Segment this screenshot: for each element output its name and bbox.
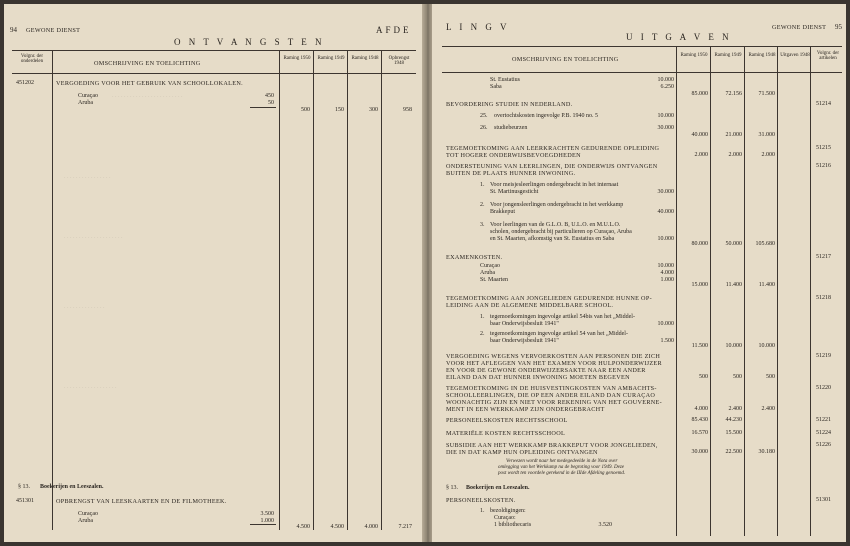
item-heading: TOT HOGERE ONDERWIJSBEVOEGDHEDEN (446, 152, 581, 159)
left-section-title: O N T V A N G S T E N (174, 37, 325, 47)
article-number: 51226 (816, 442, 831, 448)
total-1948: 31.000 (758, 132, 775, 138)
article-number: 51301 (816, 497, 831, 503)
total-1949: 4.500 (330, 524, 344, 530)
total-1950: 500 (301, 107, 310, 113)
item-text: baar Onderwijsbesluit 1941" (490, 321, 559, 327)
header-opbrengst-1948: Opbrengst 1948 (388, 56, 410, 66)
total-1950: 11.500 (691, 343, 708, 349)
row-sub-label: Aruba (78, 100, 93, 106)
total-1950: 4.500 (296, 524, 310, 530)
item-value: 3.520 (598, 522, 612, 528)
total-1949: 15.500 (725, 430, 742, 436)
item-heading: PERSONEELSKOSTEN RECHTSSCHOOL (446, 417, 568, 424)
item-text: tegemoetkomingen ingevolge artikel 54 van het „Middel- (490, 331, 628, 337)
article-number: 51218 (816, 295, 831, 301)
total-1950: 4.000 (694, 406, 708, 412)
row-sub-label: Aruba (78, 518, 93, 524)
total-1948: 2.400 (761, 406, 775, 412)
total-1950: 2.000 (694, 152, 708, 158)
item-label: Saba (490, 84, 502, 90)
item-text: 1 bibliothecaris (494, 522, 532, 528)
total-1948: 4.000 (364, 524, 378, 530)
col-rule (710, 46, 711, 536)
item-heading: TEGEMOETKOMING AAN JONGELIEDEN GEDURENDE HUNNE OP- (446, 295, 652, 302)
total-1949: 500 (733, 374, 742, 380)
total-1949: 2.400 (728, 406, 742, 412)
header-volgnr: Volgnr. der artikelen (816, 51, 840, 61)
row-sub-label: Curaçao (78, 511, 98, 517)
item-value: 1.500 (660, 338, 674, 344)
row-code: 451202 (16, 80, 34, 86)
item-text: Voor leerlingen van de G.L.O. B, U.L.O. en M.U.L.O. (490, 222, 621, 228)
item-value: 40.000 (657, 209, 674, 215)
col-rule (676, 46, 677, 536)
col-rule (381, 50, 382, 530)
total-1950: 16.570 (691, 430, 708, 436)
row-code: 451301 (16, 498, 34, 504)
item-text: studiebeurzen (494, 125, 528, 131)
left-page-number: 94 (10, 26, 17, 34)
item-number: 3. (480, 222, 485, 228)
total-1949: 21.000 (725, 132, 742, 138)
item-text: Voor jongensleerlingen ondergebracht in het werkkamp (490, 202, 624, 208)
row-text: OPBRENGST VAN LEESKAARTEN EN DE FILMOTHEEK. (56, 498, 227, 505)
article-number: 51217 (816, 254, 831, 260)
item-value: 10.000 (657, 77, 674, 83)
item-text: Brakkeput (490, 209, 515, 215)
item-text: St. Martinusgesticht (490, 189, 539, 195)
section-label: § 13. (446, 485, 458, 491)
header-raming-1948: Raming 1948 (748, 53, 776, 58)
total-1949: 44.230 (725, 417, 742, 423)
item-text: tegemoetkomingen ingevolge artikel 54bis van het „Middel- (490, 314, 635, 320)
col-rule (52, 50, 53, 530)
article-number: 51224 (816, 430, 831, 436)
article-number: 51216 (816, 163, 831, 169)
col-rule (744, 46, 745, 536)
item-number: 1. (480, 182, 485, 188)
row-sub-value: 50 (268, 100, 274, 106)
left-running-head: GEWONE DIENST (26, 27, 81, 34)
item-heading: EN VOOR DE GEWONE ONDERWIJZERSAKTE NAAR EEN ANDER (446, 367, 646, 374)
item-heading: SUBSIDIE AAN HET WERKKAMP BRAKKEPUT VOOR JONGELIEDEN, (446, 442, 658, 449)
total-1948: 500 (766, 374, 775, 380)
total-1949: 2.000 (728, 152, 742, 158)
note-line: post wordt ten voordele gerekend in de IIIde Afdeling genoemd. (498, 471, 626, 476)
col-rule (279, 50, 280, 530)
total-1949: 11.400 (725, 282, 742, 288)
header-raming-1950: Raming 1950 (283, 56, 311, 61)
article-number: 51214 (816, 101, 831, 107)
total-1950: 30.000 (691, 449, 708, 455)
open-book (4, 4, 846, 542)
item-heading: EILAND DAN DAT HUNNER INWONING MOETEN BEGEVEN (446, 374, 630, 381)
header-raming-1948: Raming 1948 (351, 56, 379, 61)
col-rule (777, 46, 778, 536)
total-1949: 150 (335, 107, 344, 113)
row-sub-label: Curaçao (78, 93, 98, 99)
item-label: Curaçao (480, 263, 500, 269)
item-value: 10.000 (657, 113, 674, 119)
total-1948: 300 (369, 107, 378, 113)
col-rule (810, 46, 811, 536)
left-afde: AFDE (376, 25, 412, 35)
item-value: 4.000 (660, 270, 674, 276)
item-heading: VERGOEDING WEGENS VERVOERKOSTEN AAN PERSONEN DIE ZICH (446, 353, 661, 360)
total-1948: 10.000 (758, 343, 775, 349)
total-opbrengst: 958 (403, 107, 412, 113)
item-heading: MENT IN EEN WERKKAMP ZIJN ONDERGEBRACHT (446, 406, 605, 413)
item-heading: LEIDING AAN DE ALGEMENE MIDDELBARE SCHOOL. (446, 302, 614, 309)
item-heading: WOONACHTIG ZIJN EN NIET VOOR REKENING VAN HET GOUVERNE- (446, 399, 662, 406)
item-value: 30.000 (657, 189, 674, 195)
total-1950: 85.000 (691, 91, 708, 97)
section-title: Boekerijen en Leeszalen. (466, 485, 530, 491)
row-sub-value: 450 (265, 93, 274, 99)
item-label: Aruba (480, 270, 495, 276)
item-number: 1. (480, 314, 485, 320)
item-heading: BEVORDERING STUDIE IN NEDERLAND. (446, 101, 573, 108)
item-heading: SCHOOLLEERLINGEN, DIE OP EEN ANDER EILAND DAN CURAÇAO (446, 392, 656, 399)
header-raming-1949: Raming 1949 (317, 56, 345, 61)
item-value: 1.000 (660, 277, 674, 283)
left-page: 94 GEWONE DIENST AFDE O N T V A N G S T E N Volgnr. der onderdelen OMSCHRIJVING EN TOELICHTING Raming 1950 Raming 1949 Raming 1948 Opbrengst 1948 451202 VERGOEDING VOOR HET GEBRUIK VAN SCHOOLLOKALEN. Curaçao . . . . . . . . . . . . . . . . . . . . . . . . 450 Aruba 50 500 150 300 958 . . . . . . . . . . . . . . . . . . . . . . . . . . . . . . . . . . . . . . . . . . . . . . . . . . . . . . . . . . . . . . . . . . . . § 13. Boekerijen en Leeszalen. 451301 OPBRENGST VAN LEESKAARTEN EN DE FILMOTHEEK. Curaçao 3.500 Aruba 1.000 4.500 4.500 4.000 7.217 (4, 4, 424, 542)
item-heading: EXAMENKOSTEN. (446, 254, 503, 261)
total-opbrengst: 7.217 (398, 524, 412, 530)
note-line: Verwezen wordt naar het medegedeelde in de Nota over (506, 459, 618, 464)
item-value: 10.000 (657, 321, 674, 327)
total-1948: 11.400 (758, 282, 775, 288)
item-text: bezoldigingen: (490, 508, 526, 514)
header-bottom-rule (442, 72, 842, 73)
item-number: 25. (480, 113, 488, 119)
article-number: 51221 (816, 417, 831, 423)
header-volgnr: Volgnr. der onderdelen (20, 54, 44, 64)
article-number: 51219 (816, 353, 831, 359)
row-sub-value: 3.500 (260, 511, 274, 517)
item-number: 26. (480, 125, 488, 131)
total-1950: 40.000 (691, 132, 708, 138)
total-1948: 30.180 (758, 449, 775, 455)
row-text: VERGOEDING VOOR HET GEBRUIK VAN SCHOOLLOKALEN. (56, 80, 243, 87)
total-1948: 105.680 (755, 241, 775, 247)
item-heading: DIE IN DAT KAMP HUN OPLEIDING ONTVANGEN (446, 449, 598, 456)
article-number: 51215 (816, 145, 831, 151)
section-label: § 13. (18, 484, 30, 490)
item-text: Voor meisjesleerlingen ondergebracht in het internaat (490, 182, 619, 188)
header-uitgaven-1948: Uitgaven 1948 (780, 53, 810, 58)
header-bottom-rule (12, 73, 416, 74)
total-1950: 15.000 (691, 282, 708, 288)
right-running-head: GEWONE DIENST (772, 24, 827, 31)
total-1950: 85.430 (691, 417, 708, 423)
item-text: overtochtskosten ingevolge P.B. 1940 no. 5 (494, 113, 598, 119)
right-page (432, 4, 846, 542)
item-label: St. Eustatius (490, 77, 521, 83)
item-heading: ONDERSTEUNING VAN LEERLINGEN, DIE ONDERWIJS ONTVANGEN (446, 163, 658, 170)
item-text: Curaçao: (494, 515, 516, 521)
item-value: 30.000 (657, 125, 674, 131)
section-title: Boekerijen en Leeszalen. (40, 484, 104, 490)
total-1949: 10.000 (725, 343, 742, 349)
item-heading: BUITEN DE PLAATS HUNNER INWONING. (446, 170, 576, 177)
right-page-number: 95 (835, 23, 842, 31)
header-top-rule (12, 50, 416, 51)
item-number: 1. (480, 508, 485, 514)
total-1949: 50.000 (725, 241, 742, 247)
right-section-title: U I T G A V E N (626, 32, 732, 42)
item-heading: TEGEMOETKOMING IN DE HUISVESTINGKOSTEN VAN AMBACHTS- (446, 385, 657, 392)
header-omschrijving: OMSCHRIJVING EN TOELICHTING (94, 60, 201, 67)
item-number: 2. (480, 202, 485, 208)
col-rule (347, 50, 348, 530)
total-1949: 72.156 (725, 91, 742, 97)
article-number: 51220 (816, 385, 831, 391)
item-heading: PERSONEELSKOSTEN. (446, 497, 516, 504)
header-top-rule (442, 46, 842, 47)
item-text: scholen, ondergebracht bij particulieren op Curaçao, Aruba (490, 229, 632, 235)
total-1948: 2.000 (761, 152, 775, 158)
header-raming-1950: Raming 1950 (680, 53, 708, 58)
header-omschrijving: OMSCHRIJVING EN TOELICHTING (512, 56, 619, 63)
item-heading: MATERIËLE KOSTEN RECHTSSCHOOL (446, 430, 566, 437)
item-text: en St. Maarten, afkomstig van St. Eustatius en Saba (490, 236, 615, 242)
row-sub-value: 1.000 (260, 518, 274, 524)
header-raming-1949: Raming 1949 (714, 53, 742, 58)
total-1949: 22.500 (725, 449, 742, 455)
item-heading: VOOR HET AFLEGGEN VAN HET EXAMEN VOOR HULPONDERWIJZER (446, 360, 662, 367)
col-rule (313, 50, 314, 530)
item-number: 2. (480, 331, 485, 337)
total-1950: 80.000 (691, 241, 708, 247)
item-value: 10.000 (657, 236, 674, 242)
note-line: omlegging van het Werkkamp na de begroting voor 1949. Deze (498, 465, 624, 470)
total-1950: 500 (699, 374, 708, 380)
total-1948: 71.500 (758, 91, 775, 97)
item-label: St. Maarten (480, 277, 508, 283)
right-ling: L I N G V (446, 22, 510, 32)
item-heading: TEGEMOETKOMING AAN LEERKRACHTEN GEDURENDE OPLEIDING (446, 145, 660, 152)
item-value: 6.250 (660, 84, 674, 90)
item-text: baar Onderwijsbesluit 1941" (490, 338, 559, 344)
item-value: 10.000 (657, 263, 674, 269)
